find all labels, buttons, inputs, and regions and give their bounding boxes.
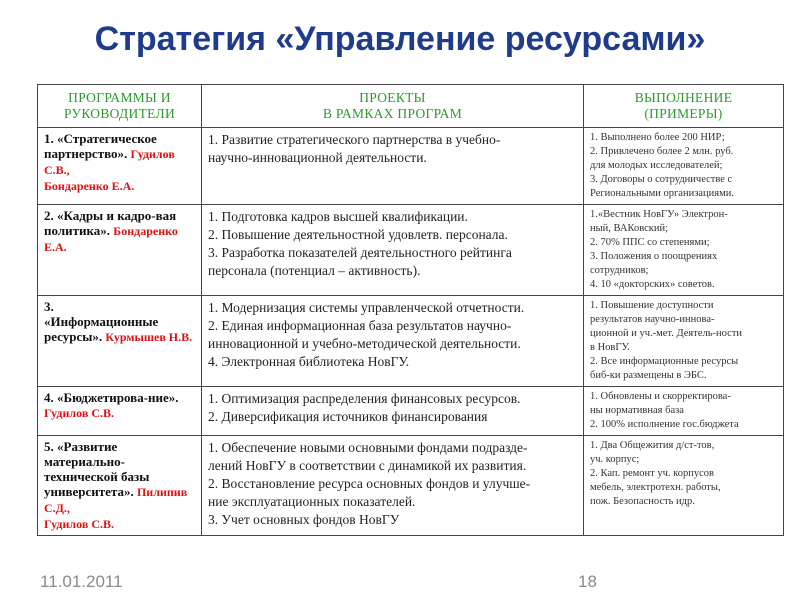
results-cell: 1.«Вестник НовГУ» Электрон- ный, ВАКовский; 2. 70% ППС со степенями; 3. Положения о поощрениях сотрудников; 4. 10 «докторских» советов.: [584, 205, 784, 296]
table-row: [38, 205, 784, 296]
footer-date: 11.01.2011: [40, 572, 123, 591]
program-cell: [38, 128, 202, 205]
projects-cell: 1. Обеспечение новыми основными фондами подразде- лений НовГУ в соответствии с динамикой их развития. 2. Восстановление ресурса основных фондов и улучше- ние эксплуатационных показателей. 3. Учет основных фондов НовГУ: [202, 436, 584, 536]
projects-cell: 1. Развитие стратегического партнерства в учебно- научно-инновационной деятельности.: [202, 128, 584, 205]
program-cell: [38, 436, 202, 536]
program-leaders: Гудилов С.В.: [44, 406, 114, 420]
results-cell: 1. Два Общежития д/ст-тов, уч. корпус; 2. Кап. ремонт уч. корпусов мебель, электротехн. работы, пож. Безопасность идр.: [584, 436, 784, 536]
program-cell: [38, 205, 202, 296]
page-number: 18: [578, 572, 597, 591]
header-projects: ПРОЕКТЫ В РАМКАХ ПРОГРАМ: [202, 85, 584, 128]
program-name: 1. «Стратегическое партнерство».: [44, 131, 157, 161]
table-row: [38, 128, 784, 205]
program-leaders: Курмышев Н.В.: [105, 330, 193, 344]
projects-cell: 1. Подготовка кадров высшей квалификации. 2. Повышение деятельностной удовлетв. персонала. 3. Разработка показателей деятельностного рейтинга персонала (потенциал – активность).: [202, 205, 584, 296]
program-leaders: Пилипив С.Д., Гудилов С.В.: [44, 485, 188, 531]
table-header-row: [38, 85, 784, 128]
table-body: [38, 128, 784, 536]
program-leaders: Гудилов С.В., Бондаренко Е.А.: [44, 147, 175, 193]
header-programs: ПРОГРАММЫ И РУКОВОДИТЕЛИ: [38, 85, 202, 128]
projects-cell: 1. Оптимизация распределения финансовых ресурсов. 2. Диверсификация источников финансирования: [202, 387, 584, 436]
results-cell: 1. Обновлены и скорректирова- ны нормативная база 2. 100% исполнение гос.бюджета: [584, 387, 784, 436]
results-cell: 1. Выполнено более 200 НИР; 2. Привлечено более 2 млн. руб. для молодых исследователей; 3. Договоры о сотрудничестве с Региональными организациями.: [584, 128, 784, 205]
program-name: 2. «Кадры и кадро-вая политика».: [44, 208, 177, 238]
strategy-table: [37, 84, 784, 536]
program-cell: [38, 387, 202, 436]
program-name: 5. «Развитие материально-технической базы университета».: [44, 439, 150, 499]
program-name: 3. «Информационные ресурсы».: [44, 299, 159, 344]
slide-title: Стратегия «Управление ресурсами»: [94, 20, 706, 58]
projects-cell: 1. Модернизация системы управленческой отчетности. 2. Единая информационная база результатов научно- инновационной и учебно-методической деятельности. 4. Электронная библиотека НовГУ.: [202, 296, 584, 387]
header-results: ВЫПОЛНЕНИЕ (ПРИМЕРЫ): [584, 85, 784, 128]
table-row: [38, 387, 784, 436]
table-row: [38, 436, 784, 536]
table-row: [38, 296, 784, 387]
program-name: 4. «Бюджетирова-ние».: [44, 390, 179, 405]
program-leaders: Бондаренко Е.А.: [44, 224, 178, 254]
program-cell: [38, 296, 202, 387]
results-cell: 1. Повышение доступности результатов научно-иннова- ционной и уч.-мет. Деятель-ности в НовГУ. 2. Все информационные ресурсы биб-ки размещены в ЭБС.: [584, 296, 784, 387]
